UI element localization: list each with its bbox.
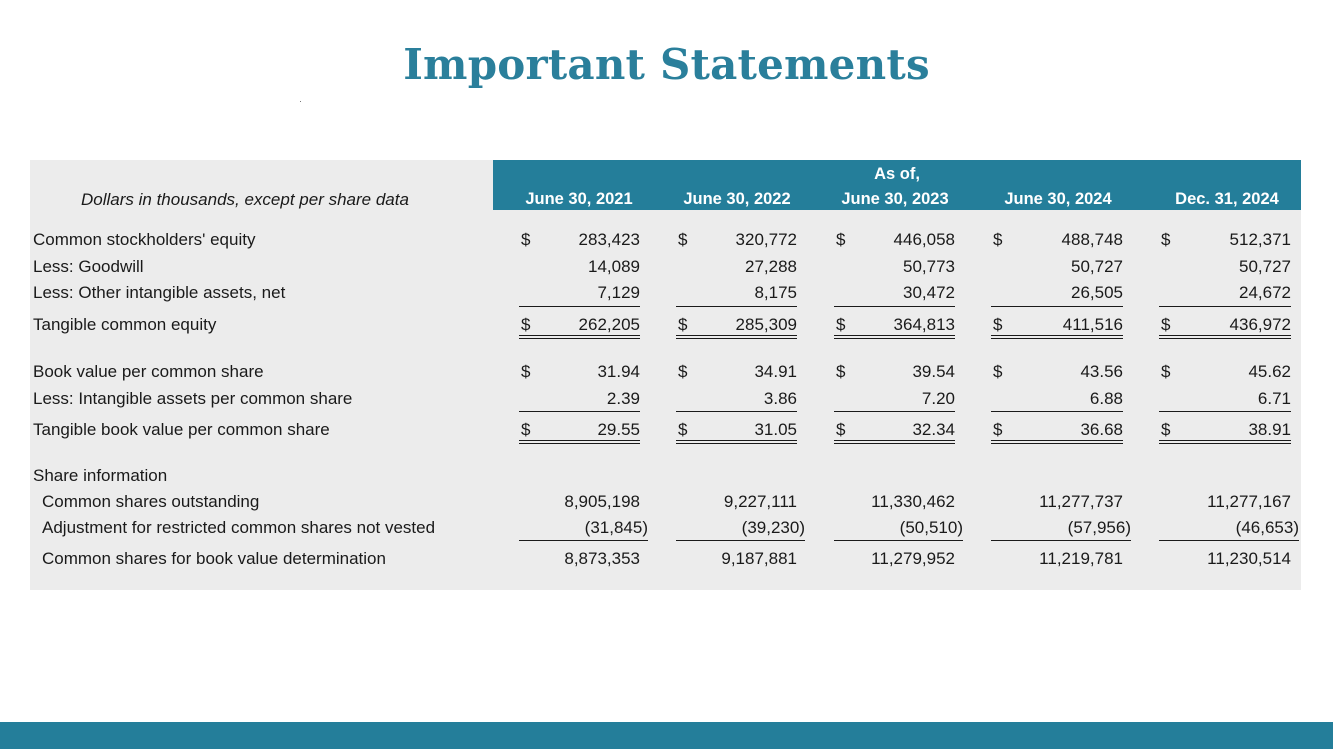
stray-dot — [300, 101, 301, 102]
table-cell: 11,277,737 — [1039, 492, 1123, 511]
table-cell: 14,089 — [588, 257, 640, 276]
row-label: Tangible common equity — [33, 315, 217, 334]
row-label: Less: Goodwill — [33, 257, 144, 276]
dollar-sign: $ — [993, 420, 1003, 439]
underline — [1159, 540, 1299, 541]
dollar-sign: $ — [521, 362, 531, 381]
column-header: Dec. 31, 2024 — [1175, 190, 1279, 208]
table-cell: 2.39 — [606, 389, 640, 408]
table-cell: 45.62 — [1248, 362, 1291, 381]
underline — [834, 306, 955, 307]
table-cell: 6.88 — [1089, 389, 1123, 408]
underline — [676, 411, 797, 412]
table-cell: 8,175 — [754, 283, 797, 302]
table-cell: 36.68 — [1080, 420, 1123, 439]
table-cell: 38.91 — [1248, 420, 1291, 439]
row-label: Share information — [33, 466, 168, 485]
double-underline — [834, 335, 955, 339]
dollar-sign: $ — [836, 362, 846, 381]
statement-table — [30, 160, 1301, 590]
row-label: Tangible book value per common share — [33, 420, 330, 439]
underline — [519, 540, 648, 541]
table-cell: (57,956) — [1067, 518, 1131, 537]
table-cell: 29.55 — [597, 420, 640, 439]
underline — [519, 411, 640, 412]
double-underline — [519, 440, 640, 444]
dollar-sign: $ — [993, 230, 1003, 249]
table-cell: 43.56 — [1080, 362, 1123, 381]
underline — [834, 540, 963, 541]
row-label: Less: Other intangible assets, net — [33, 283, 286, 302]
dollar-sign: $ — [993, 315, 1003, 334]
table-cell: (46,653) — [1235, 518, 1299, 537]
table-cell: 6.71 — [1257, 389, 1291, 408]
table-cell: 436,972 — [1229, 315, 1291, 334]
dollar-sign: $ — [678, 230, 688, 249]
table-cell: 8,905,198 — [564, 492, 640, 511]
page-title: Important Statements — [403, 40, 930, 89]
dollar-sign: $ — [678, 420, 688, 439]
table-cell: 11,219,781 — [1039, 549, 1123, 568]
table-cell: 34.91 — [754, 362, 797, 381]
double-underline — [1159, 335, 1291, 339]
row-label: Less: Intangible assets per common share — [33, 389, 353, 408]
column-header: June 30, 2021 — [525, 190, 633, 208]
table-cell: 11,277,167 — [1207, 492, 1291, 511]
row-label: Common shares for book value determination — [42, 549, 386, 568]
underline — [676, 540, 805, 541]
dollar-sign: $ — [1161, 420, 1171, 439]
header-units-label: Dollars in thousands, except per share data — [81, 190, 409, 209]
column-header: June 30, 2022 — [683, 190, 791, 208]
table-cell: 7.20 — [921, 389, 955, 408]
dollar-sign: $ — [836, 420, 846, 439]
double-underline — [676, 440, 797, 444]
table-cell: 488,748 — [1061, 230, 1123, 249]
table-cell: 7,129 — [597, 283, 640, 302]
row-label: Book value per common share — [33, 362, 264, 381]
dollar-sign: $ — [678, 362, 688, 381]
table-cell: 39.54 — [912, 362, 955, 381]
double-underline — [991, 440, 1123, 444]
dollar-sign: $ — [1161, 230, 1171, 249]
table-cell: 9,227,111 — [723, 492, 797, 511]
underline — [1159, 411, 1291, 412]
table-cell: 11,279,952 — [871, 549, 955, 568]
table-cell: 50,727 — [1239, 257, 1291, 276]
table-cell: (50,510) — [899, 518, 963, 537]
table-cell: 24,672 — [1239, 283, 1291, 302]
underline — [991, 306, 1123, 307]
table-cell: 31.94 — [597, 362, 640, 381]
table-cell: 320,772 — [735, 230, 797, 249]
table-cell: 446,058 — [893, 230, 955, 249]
row-label: Adjustment for restricted common shares not vested — [42, 518, 436, 537]
table-cell: 32.34 — [912, 420, 955, 439]
dollar-sign: $ — [521, 420, 531, 439]
table-cell: 262,205 — [578, 315, 640, 334]
table-cell: 411,516 — [1062, 315, 1123, 334]
underline — [1159, 306, 1291, 307]
table-cell: (39,230) — [741, 518, 805, 537]
row-label: Common stockholders' equity — [33, 230, 256, 249]
table-cell: 11,230,514 — [1207, 549, 1291, 568]
table-cell: 9,187,881 — [721, 549, 797, 568]
footer-bar — [0, 722, 1333, 749]
header-subtitle: As of, — [874, 165, 920, 183]
table-cell: 11,330,462 — [871, 492, 955, 511]
table-cell: 26,505 — [1071, 283, 1123, 302]
table-cell: 283,423 — [578, 230, 640, 249]
dollar-sign: $ — [678, 315, 688, 334]
underline — [991, 540, 1131, 541]
dollar-sign: $ — [993, 362, 1003, 381]
underline — [991, 411, 1123, 412]
double-underline — [834, 440, 955, 444]
dollar-sign: $ — [836, 230, 846, 249]
dollar-sign: $ — [521, 230, 531, 249]
row-label: Common shares outstanding — [42, 492, 260, 511]
column-header: June 30, 2024 — [1004, 190, 1112, 208]
table-cell: (31,845) — [584, 518, 648, 537]
double-underline — [519, 335, 640, 339]
table-cell: 285,309 — [735, 315, 797, 334]
column-header: June 30, 2023 — [841, 190, 949, 208]
double-underline — [1159, 440, 1291, 444]
dollar-sign: $ — [521, 315, 531, 334]
table-cell: 50,727 — [1071, 257, 1123, 276]
double-underline — [991, 335, 1123, 339]
underline — [676, 306, 797, 307]
underline — [519, 306, 640, 307]
table-cell: 512,371 — [1229, 230, 1291, 249]
table-cell: 3.86 — [763, 389, 797, 408]
dollar-sign: $ — [1161, 362, 1171, 381]
double-underline — [676, 335, 797, 339]
dollar-sign: $ — [1161, 315, 1171, 334]
table-cell: 30,472 — [903, 283, 955, 302]
table-cell: 31.05 — [754, 420, 797, 439]
table-cell: 364,813 — [893, 315, 955, 334]
table-cell: 50,773 — [903, 257, 955, 276]
table-cell: 8,873,353 — [564, 549, 640, 568]
underline — [834, 411, 955, 412]
table-cell: 27,288 — [745, 257, 797, 276]
dollar-sign: $ — [836, 315, 846, 334]
